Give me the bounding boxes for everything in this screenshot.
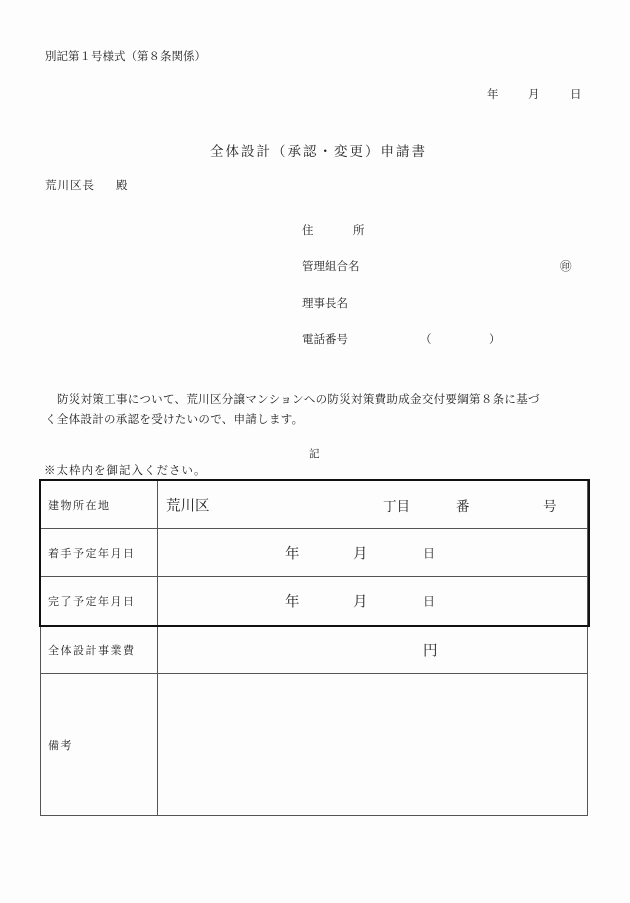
chome-label: 丁目 bbox=[383, 498, 410, 515]
phone-open-paren: （ bbox=[420, 332, 432, 346]
project-cost-label: 全体設計事業費 bbox=[41, 626, 158, 674]
association-label: 管理組合名 bbox=[302, 259, 360, 273]
seal-icon: ㊞ bbox=[560, 259, 572, 273]
date-year-label: 年 bbox=[487, 87, 499, 101]
completion-date-label: 完了予定年月日 bbox=[41, 577, 158, 626]
chairman-label: 理事長名 bbox=[302, 296, 348, 310]
table-row bbox=[41, 674, 588, 816]
table-row bbox=[41, 577, 588, 626]
completion-date-field[interactable] bbox=[158, 577, 588, 626]
yen-unit-label: 円 bbox=[423, 643, 438, 659]
table-row bbox=[41, 626, 588, 674]
table-row bbox=[41, 481, 588, 529]
remarks-label: 備考 bbox=[41, 674, 158, 816]
phone-close-paren: ） bbox=[489, 332, 501, 346]
go-label: 号 bbox=[543, 498, 557, 515]
addressee-honorific: 殿 bbox=[116, 178, 128, 192]
start-day-label: 日 bbox=[423, 546, 436, 560]
ward-prefix: 荒川区 bbox=[166, 498, 210, 514]
body-text bbox=[45, 389, 540, 429]
body-line-2: く全体設計の承認を受けたいので、申請します。 bbox=[45, 412, 304, 426]
completion-month-label: 月 bbox=[353, 594, 368, 611]
ban-label: 番 bbox=[456, 498, 470, 515]
document-title: 全体設計（承認・変更）申請書 bbox=[210, 144, 427, 160]
ki-heading: 記 bbox=[309, 448, 320, 460]
addressee-name: 荒川区長 bbox=[45, 178, 95, 192]
phone-label: 電話番号 bbox=[302, 332, 348, 346]
body-line-1: 防災対策工事について、荒川区分譲マンションへの防災対策費助成金交付要綱第８条に基づ bbox=[57, 392, 540, 406]
application-table bbox=[40, 480, 588, 816]
address-label-1: 住 bbox=[302, 223, 314, 237]
completion-day-label: 日 bbox=[423, 594, 436, 609]
table-row bbox=[41, 529, 588, 577]
completion-year-label: 年 bbox=[285, 594, 300, 611]
date-day-label: 日 bbox=[570, 87, 582, 101]
form-number: 別記第１号様式（第８条関係） bbox=[45, 49, 206, 63]
start-month-label: 月 bbox=[353, 546, 368, 562]
start-date-label: 着手予定年月日 bbox=[41, 529, 158, 577]
project-cost-field[interactable] bbox=[158, 626, 588, 674]
building-location-field[interactable] bbox=[158, 481, 588, 529]
fill-in-note: ※太枠内を御記入ください。 bbox=[44, 463, 207, 477]
building-location-label: 建物所在地 bbox=[41, 481, 158, 529]
remarks-field[interactable] bbox=[158, 674, 588, 816]
address-label-2: 所 bbox=[353, 223, 365, 237]
date-month-label: 月 bbox=[528, 87, 540, 101]
start-date-field[interactable] bbox=[158, 529, 588, 577]
start-year-label: 年 bbox=[285, 546, 300, 562]
